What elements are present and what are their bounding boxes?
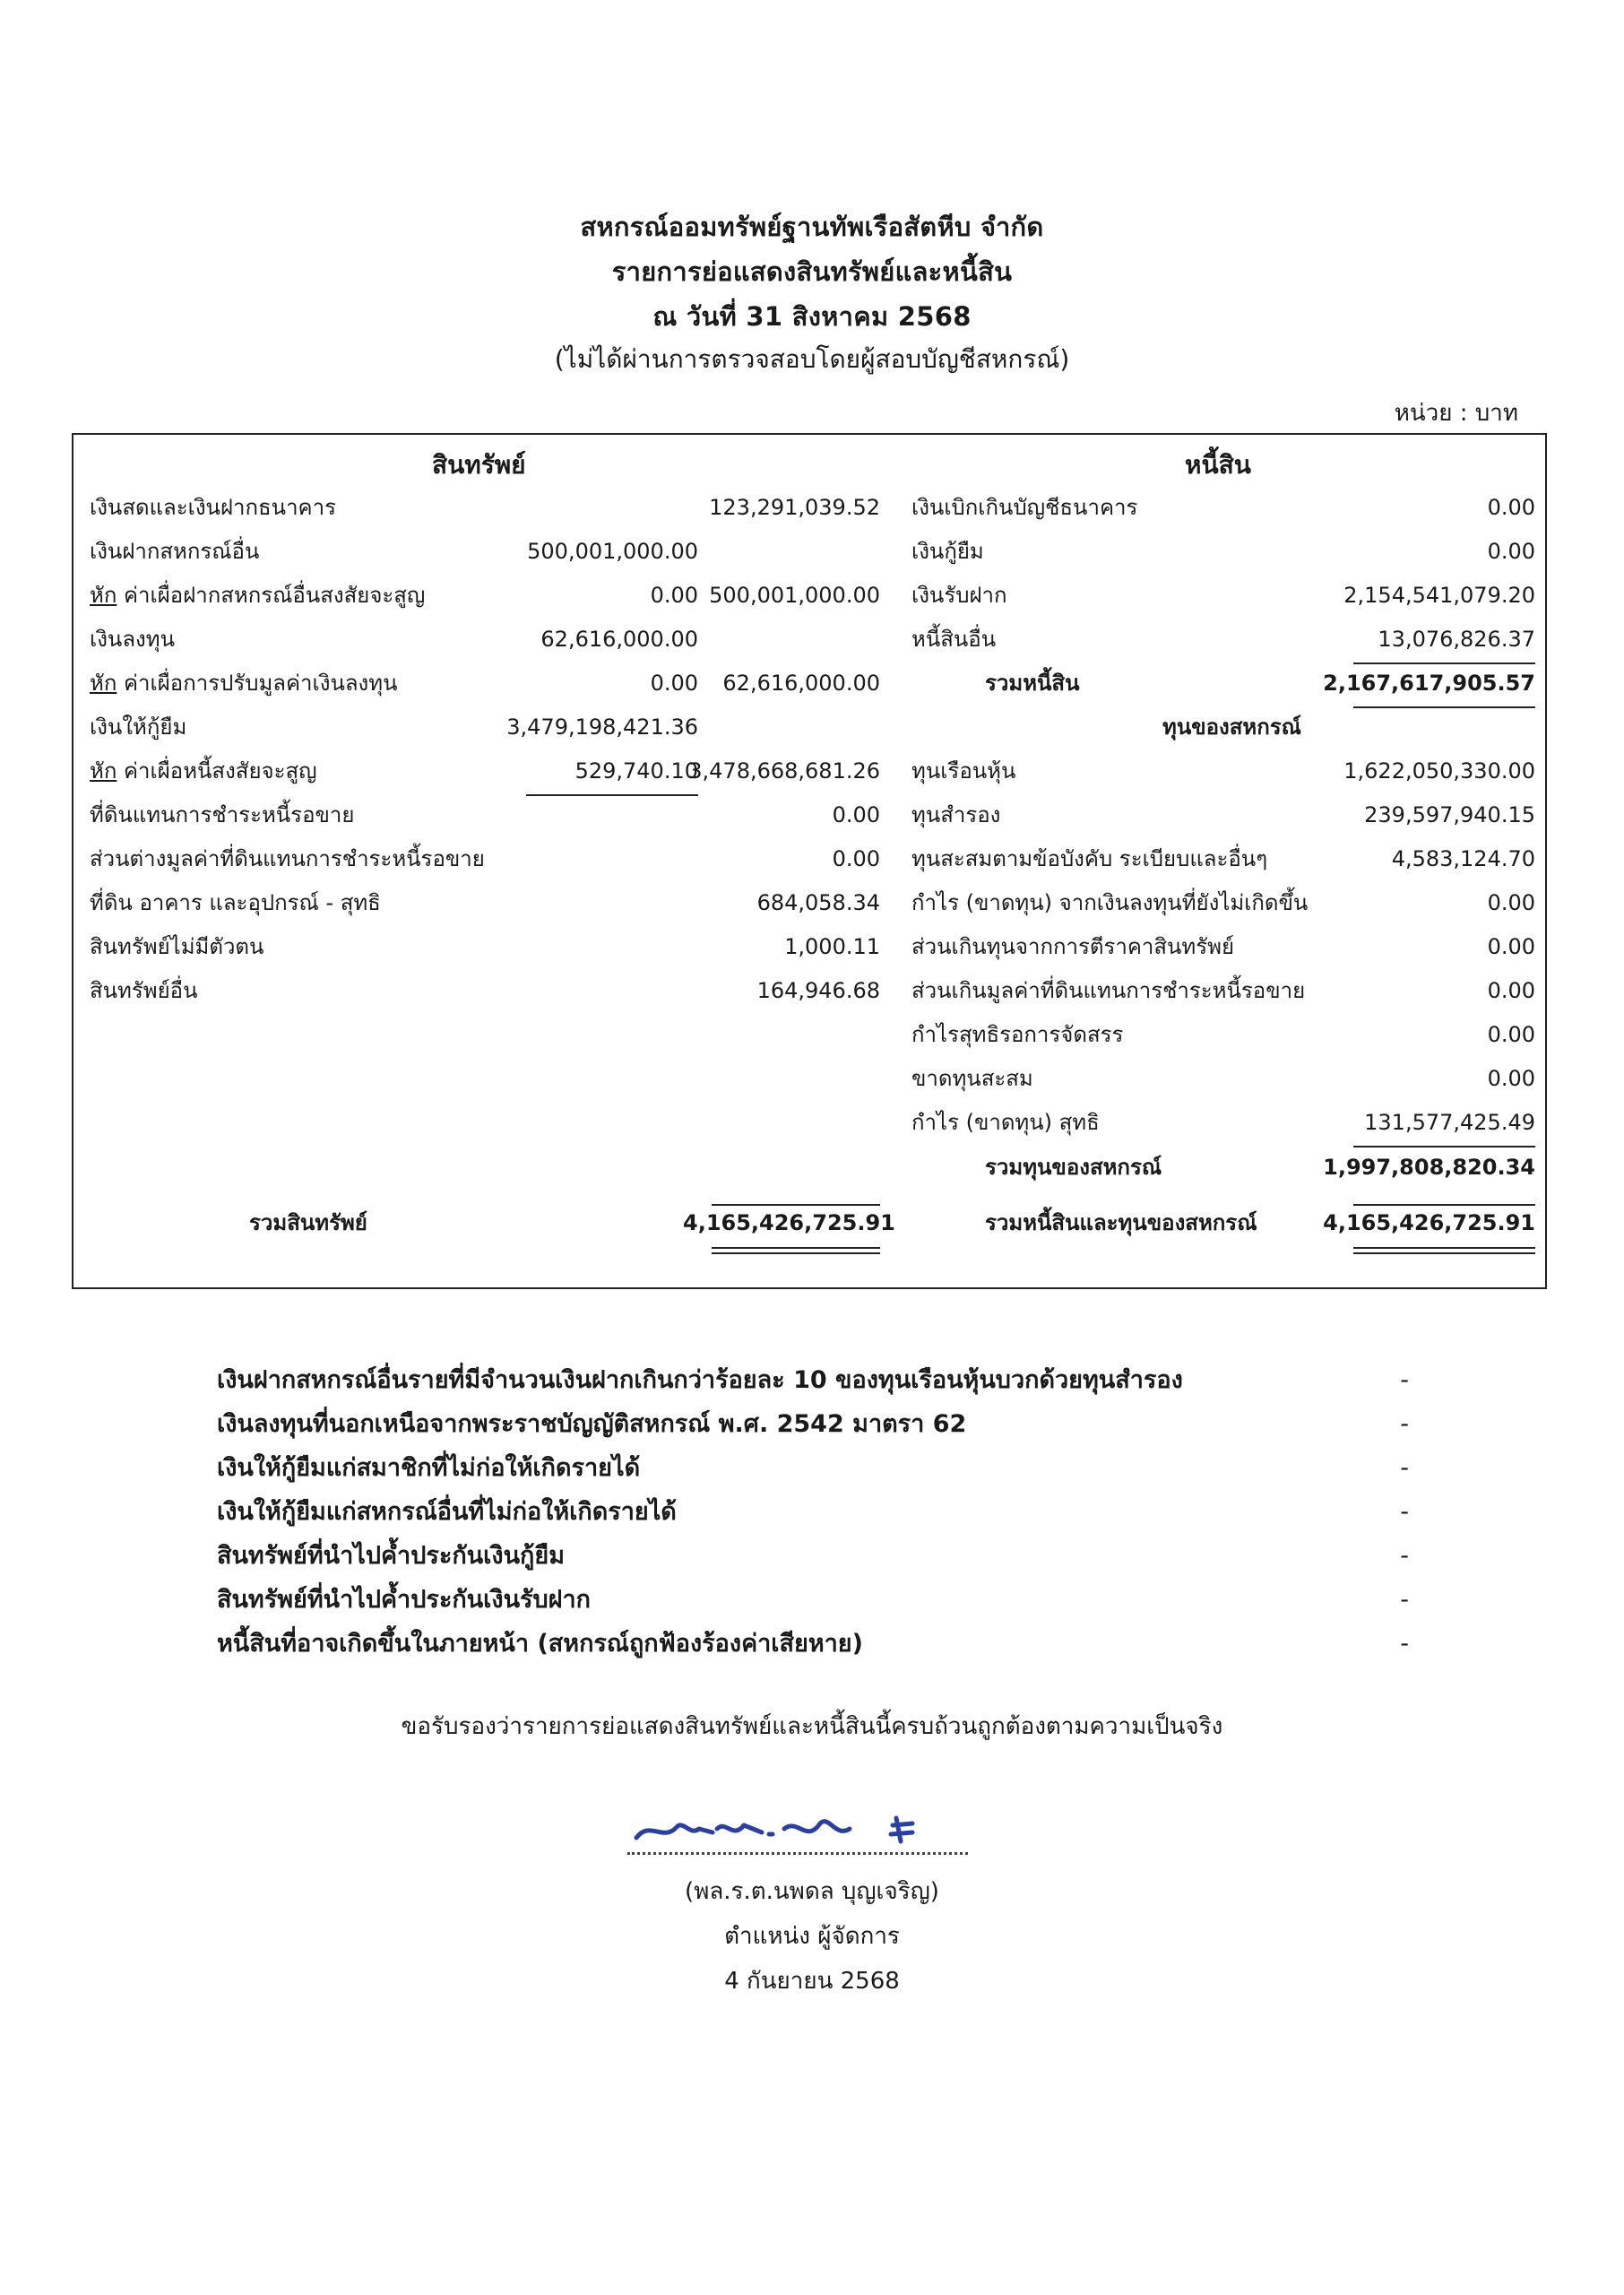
liability-row bbox=[911, 574, 1535, 618]
note-item bbox=[217, 1402, 1409, 1446]
note-value: - bbox=[1400, 1454, 1409, 1482]
certification-text: ขอรับรองว่ารายการย่อแสดงสินทรัพย์และหนี้สินนี้ครบถ้วนถูกต้องตามความเป็นจริง bbox=[401, 1713, 1223, 1740]
equity-label: ทุนสำรอง bbox=[911, 802, 1001, 827]
asset-row bbox=[73, 881, 880, 925]
asset-total: 0.00 bbox=[832, 846, 880, 871]
grand-total-label: รวมหนี้สินและทุนของสหกรณ์ bbox=[985, 1210, 1257, 1235]
equity-value: 1,622,050,330.00 bbox=[1343, 758, 1535, 784]
asset-label: สินทรัพย์อื่น bbox=[90, 978, 198, 1003]
asset-row bbox=[73, 969, 880, 1013]
signature-ink bbox=[636, 1818, 912, 1841]
asset-total: 123,291,039.52 bbox=[709, 495, 880, 520]
note-item bbox=[217, 1490, 1409, 1534]
report-date: ณ วันที่ 31 สิงหาคม 2568 bbox=[652, 301, 972, 332]
note-value: - bbox=[1400, 1498, 1409, 1526]
asset-total: 1,000.11 bbox=[784, 934, 880, 959]
equity-value: 0.00 bbox=[1487, 934, 1535, 959]
note-label: สินทรัพย์ที่นำไปค้ำประกันเงินรับฝาก bbox=[217, 1586, 591, 1614]
asset-total: 62,616,000.00 bbox=[722, 671, 880, 696]
unit-label: หน่วย : บาท bbox=[1394, 400, 1518, 427]
note-value: - bbox=[1400, 1630, 1409, 1658]
note-value: - bbox=[1400, 1586, 1409, 1614]
deduct-prefix: หัก bbox=[90, 758, 117, 784]
asset-total: 684,058.34 bbox=[756, 890, 880, 915]
equity-row bbox=[911, 881, 1535, 925]
liabilities-total-value: 2,167,617,905.57 bbox=[1323, 671, 1535, 696]
asset-label: ค่าเผื่อหนี้สงสัยจะสูญ bbox=[117, 758, 317, 784]
assets-heading: สินทรัพย์ bbox=[432, 450, 526, 480]
asset-row bbox=[73, 530, 880, 574]
assets-total-value: 4,165,426,725.91 bbox=[683, 1210, 895, 1235]
equity-value: 0.00 bbox=[1487, 1066, 1535, 1091]
note-item bbox=[217, 1446, 1409, 1490]
liability-row bbox=[911, 530, 1535, 574]
equity-label: กำไร (ขาดทุน) สุทธิ bbox=[911, 1110, 1100, 1135]
note-item bbox=[217, 1534, 1409, 1578]
signer-position: ตำแหน่ง ผู้จัดการ bbox=[724, 1923, 900, 1950]
liabilities-total-label: รวมหนี้สิน bbox=[985, 671, 1080, 696]
asset-label: เงินลงทุน bbox=[90, 627, 175, 652]
deduct-prefix: หัก bbox=[90, 671, 117, 696]
asset-row bbox=[73, 925, 880, 969]
liabilities-total-row bbox=[911, 662, 1535, 706]
asset-label: ที่ดินแทนการชำระหนี้รอขาย bbox=[90, 802, 355, 827]
asset-row bbox=[73, 706, 880, 749]
asset-row bbox=[73, 837, 880, 881]
liability-value: 0.00 bbox=[1487, 495, 1535, 520]
note-item bbox=[217, 1578, 1409, 1622]
asset-label: ที่ดิน อาคาร และอุปกรณ์ - สุทธิ bbox=[90, 890, 381, 915]
grand-rule-double-1 bbox=[1353, 1247, 1535, 1249]
grand-rule-double-2 bbox=[1353, 1252, 1535, 1254]
equity-row bbox=[911, 969, 1535, 1013]
asset-row bbox=[73, 618, 880, 662]
asset-subtotal: 500,001,000.00 bbox=[527, 539, 698, 564]
balance-sheet-table bbox=[72, 433, 1547, 1289]
asset-total: 164,946.68 bbox=[756, 978, 880, 1003]
asset-label: ส่วนต่างมูลค่าที่ดินแทนการชำระหนี้รอขาย bbox=[90, 846, 485, 871]
equity-label: กำไรสุทธิรอการจัดสรร bbox=[911, 1022, 1124, 1047]
equity-label: กำไร (ขาดทุน) จากเงินลงทุนที่ยังไม่เกิดขึ้น bbox=[911, 890, 1309, 915]
subtotal-rule bbox=[526, 794, 698, 796]
liability-label: เงินเบิกเกินบัญชีธนาคาร bbox=[911, 495, 1138, 520]
asset-subtotal: 62,616,000.00 bbox=[540, 627, 698, 652]
handwritten-signature bbox=[627, 1802, 986, 1856]
equity-value: 4,583,124.70 bbox=[1391, 846, 1535, 871]
note-label: เงินลงทุนที่นอกเหนือจากพระราชบัญญัติสหกรณ์ พ.ศ. 2542 มาตรา 62 bbox=[217, 1410, 967, 1438]
grand-total-row bbox=[911, 1201, 1535, 1245]
audit-note: (ไม่ได้ผ่านการตรวจสอบโดยผู้สอบบัญชีสหกรณ์) bbox=[554, 344, 1070, 374]
equity-heading-row bbox=[911, 706, 1535, 749]
equity-row bbox=[911, 749, 1535, 793]
liability-value: 13,076,826.37 bbox=[1378, 627, 1535, 652]
liability-row bbox=[911, 486, 1535, 530]
report-header bbox=[0, 204, 1624, 380]
note-label: หนี้สินที่อาจเกิดขึ้นในภายหน้า (สหกรณ์ถูกฟ้องร้องค่าเสียหาย) bbox=[217, 1630, 863, 1658]
equity-row bbox=[911, 925, 1535, 969]
grand-total-value: 4,165,426,725.91 bbox=[1323, 1210, 1535, 1235]
signing-date: 4 กันยายน 2568 bbox=[724, 1968, 900, 1995]
liability-row bbox=[911, 618, 1535, 662]
equity-label: ส่วนเกินมูลค่าที่ดินแทนการชำระหนี้รอขาย bbox=[911, 978, 1306, 1003]
asset-total: 3,478,668,681.26 bbox=[688, 758, 880, 784]
note-value: - bbox=[1400, 1410, 1409, 1438]
organization-name: สหกรณ์ออมทรัพย์ฐานทัพเรือสัตหีบ จำกัด bbox=[580, 212, 1044, 242]
equity-heading: ทุนของสหกรณ์ bbox=[1162, 714, 1301, 740]
equity-row bbox=[911, 793, 1535, 837]
asset-row bbox=[73, 662, 880, 706]
asset-row bbox=[73, 749, 880, 793]
asset-label: เงินให้กู้ยืม bbox=[90, 714, 187, 740]
assets-total-row bbox=[73, 1201, 895, 1245]
liability-label: เงินกู้ยืม bbox=[911, 539, 984, 564]
total-rule-double-1 bbox=[712, 1247, 880, 1249]
note-label: สินทรัพย์ที่นำไปค้ำประกันเงินกู้ยืม bbox=[217, 1542, 565, 1570]
equity-label: ส่วนเกินทุนจากการตีราคาสินทรัพย์ bbox=[911, 934, 1234, 959]
equity-total-label: รวมทุนของสหกรณ์ bbox=[985, 1155, 1162, 1180]
signature-dotted-line bbox=[627, 1852, 968, 1855]
asset-subtotal: 529,740.10 bbox=[574, 758, 698, 784]
liability-value: 0.00 bbox=[1487, 539, 1535, 564]
asset-total: 500,001,000.00 bbox=[709, 583, 880, 608]
equity-value: 0.00 bbox=[1487, 890, 1535, 915]
asset-label: สินทรัพย์ไม่มีตัวตน bbox=[90, 934, 264, 959]
note-label: เงินฝากสหกรณ์อื่นรายที่มีจำนวนเงินฝากเกินกว่าร้อยละ 10 ของทุนเรือนหุ้นบวกด้วยทุนสำรอง bbox=[217, 1366, 1183, 1394]
equity-value: 239,597,940.15 bbox=[1364, 802, 1535, 827]
liability-label: หนี้สินอื่น bbox=[911, 627, 997, 652]
note-value: - bbox=[1400, 1366, 1409, 1394]
asset-label: เงินสดและเงินฝากธนาคาร bbox=[90, 495, 336, 520]
note-value: - bbox=[1400, 1542, 1409, 1570]
equity-total-row bbox=[911, 1146, 1535, 1190]
asset-subtotal: 0.00 bbox=[650, 671, 698, 696]
equity-row bbox=[911, 1101, 1535, 1145]
equity-label: ขาดทุนสะสม bbox=[911, 1066, 1033, 1091]
signer-name: (พล.ร.ต.นพดล บุญเจริญ) bbox=[685, 1878, 939, 1905]
equity-row bbox=[911, 837, 1535, 881]
signer-block bbox=[0, 1869, 1624, 2004]
liabilities-heading: หนี้สิน bbox=[1185, 450, 1251, 480]
liability-label: เงินรับฝาก bbox=[911, 583, 1007, 608]
asset-subtotal: 0.00 bbox=[650, 583, 698, 608]
total-rule-double-2 bbox=[712, 1252, 880, 1254]
asset-label: ค่าเผื่อการปรับมูลค่าเงินลงทุน bbox=[117, 671, 398, 696]
note-item bbox=[217, 1622, 1409, 1666]
liability-value: 2,154,541,079.20 bbox=[1343, 583, 1535, 608]
equity-row bbox=[911, 1013, 1535, 1057]
equity-value: 0.00 bbox=[1487, 978, 1535, 1003]
deduct-prefix: หัก bbox=[90, 583, 117, 608]
asset-label: ค่าเผื่อฝากสหกรณ์อื่นสงสัยจะสูญ bbox=[117, 583, 426, 608]
equity-value: 0.00 bbox=[1487, 1022, 1535, 1047]
equity-label: ทุนสะสมตามข้อบังคับ ระเบียบและอื่นๆ bbox=[911, 846, 1268, 871]
assets-total-label: รวมสินทรัพย์ bbox=[249, 1210, 367, 1235]
equity-total-value: 1,997,808,820.34 bbox=[1323, 1155, 1535, 1180]
asset-row bbox=[73, 793, 880, 837]
asset-row bbox=[73, 486, 880, 530]
equity-row bbox=[911, 1057, 1535, 1101]
equity-value: 131,577,425.49 bbox=[1364, 1110, 1535, 1135]
report-title: รายการย่อแสดงสินทรัพย์และหนี้สิน bbox=[611, 256, 1013, 287]
asset-row bbox=[73, 574, 880, 618]
asset-label: เงินฝากสหกรณ์อื่น bbox=[90, 539, 260, 564]
disclosure-notes bbox=[217, 1358, 1409, 1666]
note-label: เงินให้กู้ยืมแก่สหกรณ์อื่นที่ไม่ก่อให้เกิดรายได้ bbox=[217, 1498, 677, 1526]
asset-total: 0.00 bbox=[832, 802, 880, 827]
note-item bbox=[217, 1358, 1409, 1402]
note-label: เงินให้กู้ยืมแก่สมาชิกที่ไม่ก่อให้เกิดรายได้ bbox=[217, 1454, 641, 1482]
equity-label: ทุนเรือนหุ้น bbox=[911, 758, 1016, 784]
asset-subtotal: 3,479,198,421.36 bbox=[506, 714, 698, 740]
